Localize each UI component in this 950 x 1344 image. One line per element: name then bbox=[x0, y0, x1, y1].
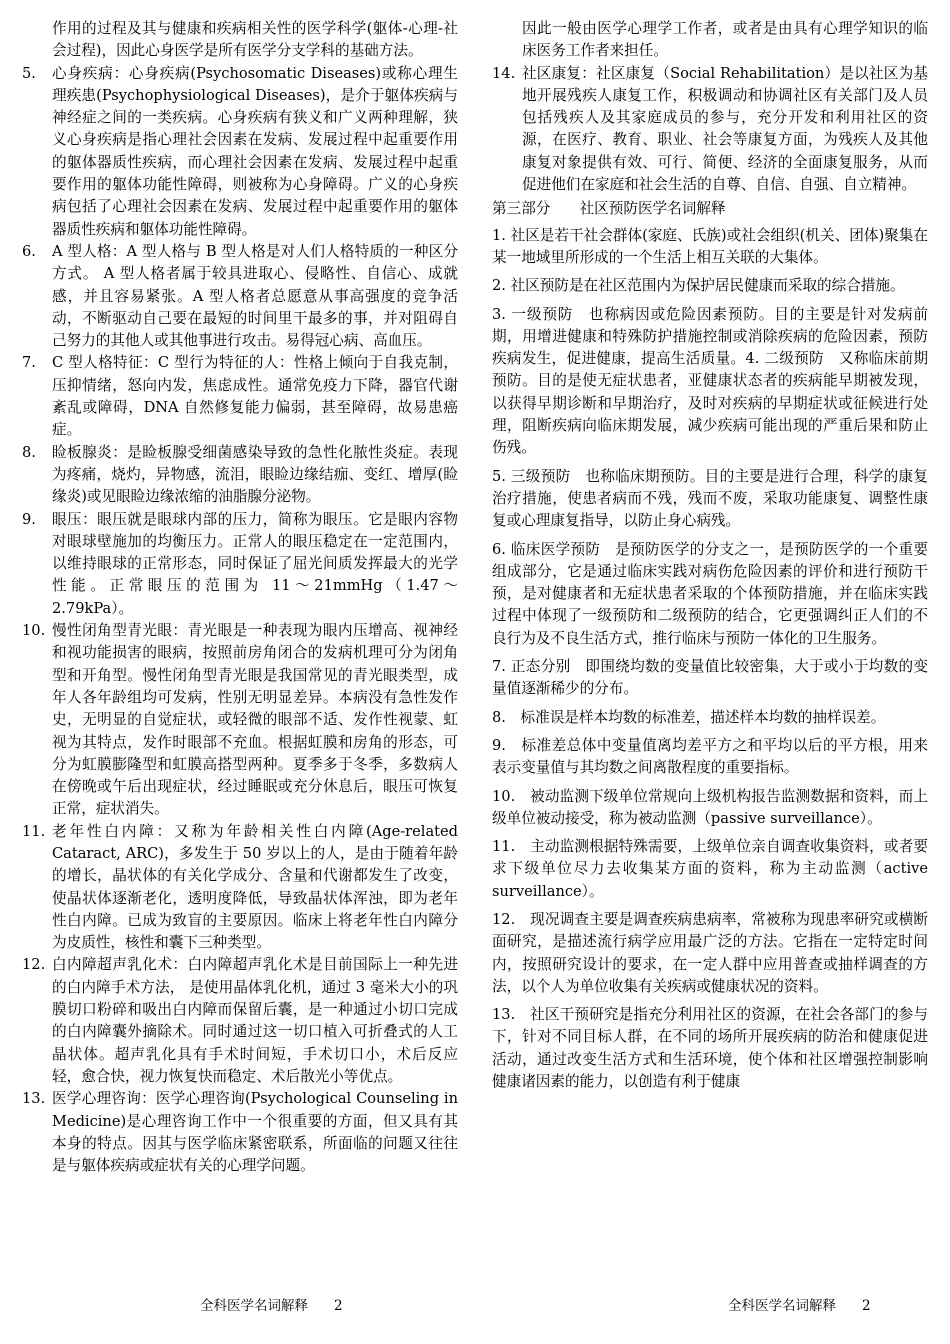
list-item bbox=[22, 954, 458, 1088]
right-column bbox=[492, 18, 928, 1099]
definition-paragraph: 10. 被动监测下级单位常规向上级机构报告监测数据和资料，而上级单位被动接受，称为被动监测（passive surveillance）。 bbox=[492, 787, 928, 827]
continuation-text: 作用的过程及其与健康和疾病相关性的医学科学(躯体-心理-社会过程)，因此心身医学是所有医学分支学科的基础方法。 bbox=[52, 20, 458, 60]
list-item bbox=[22, 442, 458, 509]
list-item bbox=[22, 63, 458, 241]
item-number: 11. bbox=[22, 822, 46, 840]
item-number: 9. bbox=[22, 510, 36, 528]
item-text: 慢性闭角型青光眼：青光眼是一种表现为眼内压增高、视神经和视功能损害的眼病，按照前房角闭合的发病机理可分为闭角型和开角型。慢性闭角型青光眼是我国常见的青光眼类型，成年人各年龄组均可发病，性别无明显差异。本病没有急性发作史，无明显的自觉症状，或轻微的眼部不适、发作性视蒙、虹视为其特点，发作时眼部不充血。根据虹膜和房角的形态，可分为虹膜膨隆型和虹膜高搭型两种。夏季多于冬季，多数病人在傍晚或午后出现症状，经过睡眠或充分休息后，眼压可恢复正常，症状消失。 bbox=[52, 622, 458, 818]
item-text: 眼压：眼压就是眼球内部的压力，简称为眼压。它是眼内容物对眼球壁施加的均衡压力。正常人的眼压稳定在一定范围内，以维持眼球的正常形态，同时保证了屈光间质发挥最大的光学性能。正常眼压的范围为 11～21mmHg（1.47～2.79kPa）。 bbox=[52, 510, 458, 617]
item-text: 医学心理咨询：医学心理咨询(Psychological Counseling in Medicine)是心理咨询工作中一个很重要的方面，但又具有其本身的特点。因其与医学临床紧密联系，所面临的问题又往往是与躯体疾病或症状有关的心理学问题。 bbox=[52, 1090, 458, 1175]
list-item bbox=[22, 1088, 458, 1177]
definition-paragraph: 3. 一级预防 也称病因或危险因素预防。目的主要是针对发病前期，用增进健康和特殊防护措施控制或消除疾病的危险因素，预防疾病发生，促进健康，提高生活质量。4. 二级预防 又称临床前期预防。目的是使无症状患者，亚健康状态者的疾病能早期被发现，以获得早期诊断和早期治疗，及时对疾病的早期症状或征候进行处理，阻断疾病向临床期发展，减少疾病可能出现的严重后果和防止伤残。 bbox=[492, 305, 928, 457]
list-item bbox=[22, 821, 458, 955]
page-number: 2 bbox=[862, 1298, 871, 1314]
item-text: 睑板腺炎：是睑板腺受细菌感染导致的急性化脓性炎症。表现为疼痛，烧灼，异物感，流泪，眼睑边缘结痂、变红、增厚(睑缘炎)或见眼睑边缘浓缩的油脂腺分泌物。 bbox=[52, 443, 458, 506]
item-text: 白内障超声乳化术：白内障超声乳化术是目前国际上一种先进的白内障手术方法， 是使用晶体乳化机，通过 3 毫米大小的巩膜切口粉碎和吸出白内障而保留后囊，是一种通过小切口完成的白内障囊外摘除术。同时通过这一切口植入可折叠式的人工晶状体。超声乳化具有手术时间短，手术切口小，术后反应轻，愈合快，视力恢复快而稳定、术后散光小等优点。 bbox=[52, 956, 458, 1085]
definition-paragraph: 12. 现况调查主要是调查疾病患病率，常被称为现患率研究或横断面研究，是描述流行病学应用最广泛的方法。它指在一定特定时间内，按照研究设计的要求，在一定人群中应用普查或抽样调查的方法，以个人为单位收集有关疾病或健康状况的资料。 bbox=[492, 910, 928, 995]
item-text: 老年性白内障：又称为年龄相关性白内障(Age-related Cataract, ARC)，多发生于 50 岁以上的人，是由于随着年龄的增长，晶状体的有关化学成分、含量和代谢都发生了改变，使晶状体逐渐老化，透明度降低，导致晶状体浑浊，即为老年性白内障。已成为致盲的主要原因。临床上将老年性白内障分为皮质性，核性和囊下三种类型。 bbox=[52, 822, 458, 952]
definition-paragraph: 7. 正态分别 即围绕均数的变量值比较密集，大于或小于均数的变量值逐渐稀少的分布。 bbox=[492, 658, 928, 698]
list-item bbox=[492, 63, 928, 197]
definition-paragraph: 2. 社区预防是在社区范围内为保护居民健康而采取的综合措施。 bbox=[492, 277, 905, 295]
item-number: 14. bbox=[492, 64, 516, 82]
section-title: 第三部分 社区预防医学名词解释 bbox=[492, 200, 726, 218]
page-footer bbox=[728, 1294, 871, 1314]
item-text: A 型人格：A 型人格与 B 型人格是对人们人格特质的一种区分方式。 A 型人格者属于较具进取心、侵略性、自信心、成就感，并且容易紧张。A 型人格者总愿意从事高强度的竞争活动，不断驱动自己要在最短的时间里干最多的事，并对阻碍自己努力的其他人或其他事进行攻击。易得冠心病、高血压。 bbox=[52, 242, 458, 350]
list-item bbox=[22, 509, 458, 620]
definition-paragraph: 6. 临床医学预防 是预防医学的分支之一，是预防医学的一个重要组成部分，它是通过临床实践对病伤危险因素的评价和进行预防干预，是对健康者和无症状患者采取的个体预防措施，并在临床实践过程中体现了一级预防和二级预防的结合，它更强调纠正人们的不良行为及不良生活方式，推行临床与预防一体化的卫生服务。 bbox=[492, 540, 928, 647]
definition-paragraph: 8. 标准误是样本均数的标准差，描述样本均数的抽样误差。 bbox=[492, 708, 886, 726]
page-footer bbox=[200, 1294, 343, 1314]
item-number: 5. bbox=[22, 64, 36, 82]
left-column bbox=[22, 18, 458, 1177]
list-item bbox=[22, 241, 458, 352]
item-number: 7. bbox=[22, 354, 36, 372]
footer-title: 全科医学名词解释 bbox=[200, 1298, 308, 1314]
item-number: 13. bbox=[22, 1090, 46, 1108]
page-number: 2 bbox=[334, 1298, 343, 1314]
definition-list bbox=[492, 225, 928, 1094]
item-number: 6. bbox=[22, 242, 36, 260]
numbered-list bbox=[22, 63, 458, 1178]
item-number: 8. bbox=[22, 443, 36, 461]
item-text: C 型人格特征：C 型行为特征的人：性格上倾向于自我克制，压抑情绪，怒向内发，焦虑成性。通常免疫力下降，器官代谢紊乱或障碍，DNA 自然修复能力偏弱，甚至障碍，故易患癌症。 bbox=[52, 354, 458, 439]
item-number: 12. bbox=[22, 956, 46, 974]
list-item bbox=[22, 620, 458, 821]
definition-paragraph: 11. 主动监测根据特殊需要，上级单位亲自调查收集资料，或者要求下级单位尽力去收集某方面的资料，称为主动监测（active surveillance）。 bbox=[492, 838, 928, 900]
definition-paragraph: 9. 标准差总体中变量值离均差平方之和平均以后的平方根，用来表示变量值与其均数之间离散程度的重要指标。 bbox=[492, 736, 928, 777]
list-item bbox=[22, 352, 458, 441]
item-text: 心身疾病：心身疾病(Psychosomatic Diseases)或称心理生理疾患(Psychophysiological Diseases)，是介于躯体疾病与神经症之间的一类疾病。心身疾病有狭义和广义两种理解，狭义心身疾病是指心理社会因素在发病、发展过程中起重要作用的躯体器质性疾病，而心理社会因素在发病、发展过程中起重要作用的躯体功能性障碍，则被称为心身障碍。广义的心身疾病包括了心理社会因素在发病、发展过程中起重要作用的躯体器质性疾病和躯体功能性障碍。 bbox=[52, 64, 458, 238]
definition-paragraph: 13. 社区干预研究是指充分利用社区的资源，在社会各部门的参与下，针对不同目标人群，在不同的场所开展疾病的防治和健康促进活动，通过改变生活方式和生活环境，使个体和社区增强控制影响健康诸因素的能力，以创造有利于健康 bbox=[492, 1006, 928, 1091]
definition-paragraph: 1. 社区是若干社会群体(家庭、氏族)或社会组织(机关、团体)聚集在某一地域里所形成的一个生活上相互关联的大集体。 bbox=[492, 226, 928, 266]
definition-paragraph: 5. 三级预防 也称临床期预防。目的主要是进行合理，科学的康复治疗措施，使患者病而不残，残而不废，采取功能康复、调整性康复或心理康复指导，以防止身心病残。 bbox=[492, 467, 928, 530]
item-text: 社区康复：社区康复（Social Rehabilitation）是以社区为基地开展残疾人康复工作，积极调动和协调社区有关部门及人员包括残疾人及其家庭成员的参与，充分开发和利用社区的资源，在医疗、教育、职业、社会等康复方面，为残疾人及其他康复对象提供有效、可行、简便、经济的全面康复服务，从而促进他们在家庭和社会生活的自尊、自信、自强、自立精神。 bbox=[522, 64, 928, 194]
continuation-text: 因此一般由医学心理学工作者，或者是由具有心理学知识的临床医务工作者来担任。 bbox=[522, 20, 928, 60]
item-number: 10. bbox=[22, 622, 46, 640]
footer-title: 全科医学名词解释 bbox=[728, 1298, 836, 1314]
numbered-list bbox=[492, 63, 928, 197]
